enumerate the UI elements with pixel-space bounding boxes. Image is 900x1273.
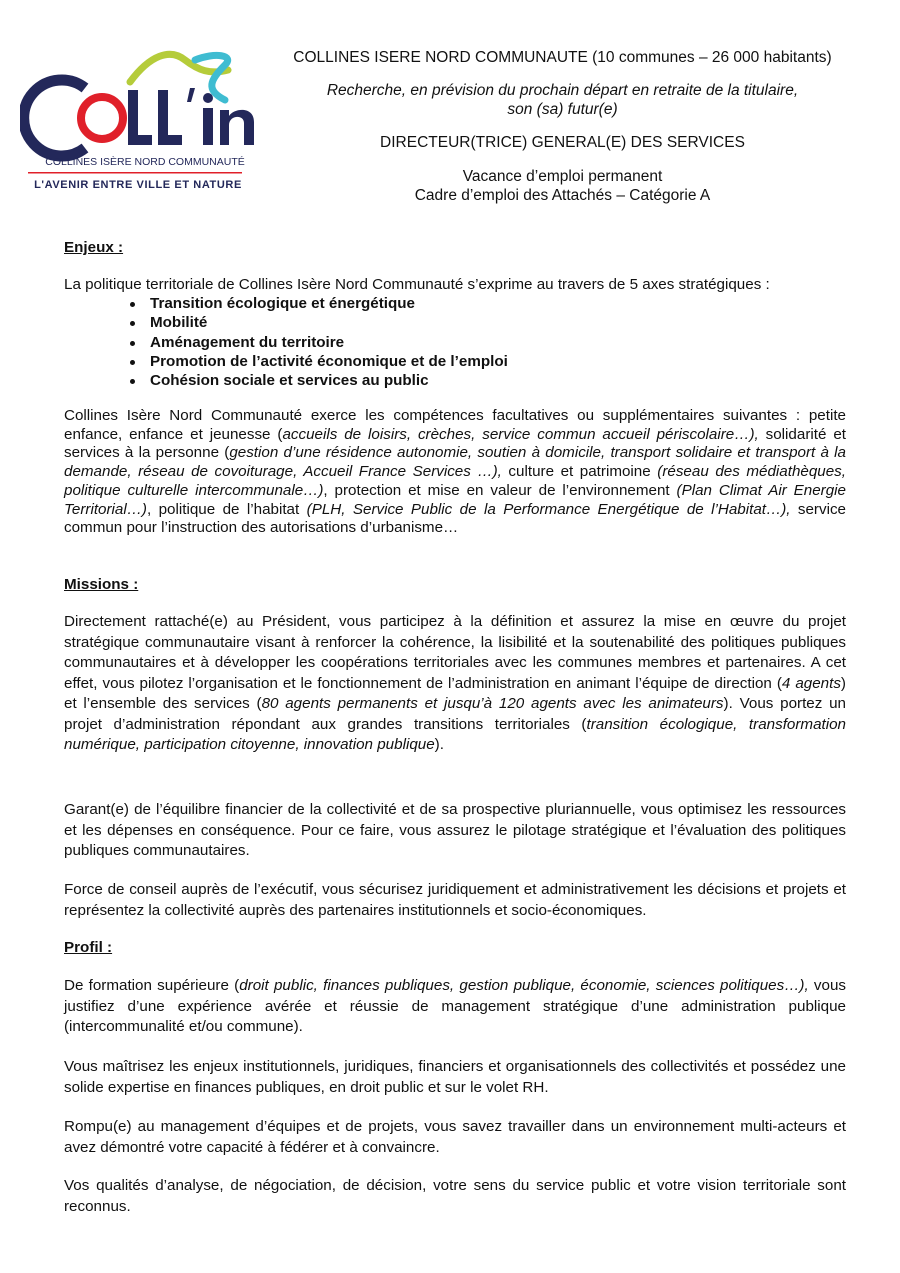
text: , protection et mise en valeur de l’environnement <box>323 481 677 499</box>
missions-paragraph <box>64 880 846 921</box>
text: vous justifiez d’une expérience avérée et réussie de management stratégique d’une administration publique (intercommunalité et/ou commune). <box>64 977 846 1035</box>
text: ) et l’ensemble des services ( <box>64 674 846 712</box>
text: Directement rattaché(e) au Président, vous participez à la définition et assurez la mise en œuvre du projet stratégique communautaire visant à renforcer la cohérence, la lisibilité et la soutenabilité des politiques publiques communautaires et à développer les coopérations territoriales avec les communes membres et partenaires. A cet effet, vous pilotez l’organisation et le fonctionnement de l’administration en animant l’équipe de direction ( <box>64 613 846 692</box>
competences-paragraph <box>64 407 846 538</box>
text: Vous maîtrisez les enjeux institutionnels, juridiques, financiers et organisationnels des collectivités et possédez une solide expertise en finances publiques, en droit public et sur le volet RH. <box>64 1058 846 1096</box>
text: service commun pour l’instruction des autorisations d’urbanisme… <box>64 500 846 537</box>
axis-item: Cohésion sociale et services au public <box>150 371 846 390</box>
text: , politique de l’habitat <box>146 500 307 518</box>
profil-paragraph <box>64 976 846 1038</box>
text: De formation supérieure ( <box>64 977 240 994</box>
italic-text: gestion d’une résidence autonomie, soutien à domicile, transport solidaire et transport à la demande, réseau de covoiturage, Accueil France Services …), <box>64 444 846 481</box>
text: ). Vous portez un projet d’administration répondant aux grandes transitions territoriales ( <box>64 695 846 733</box>
position-title: DIRECTEUR(TRICE) GENERAL(E) DES SERVICES <box>380 134 745 151</box>
org-title: COLLINES ISERE NORD COMMUNAUTE (10 communes – 26 000 habitants) <box>293 49 832 66</box>
collin-logo <box>20 30 270 200</box>
text: Rompu(e) au management d’équipes et de projets, vous savez travailler dans un environnement multi-acteurs et avez démontré votre capacité à fédérer et à convaincre. <box>64 1118 846 1156</box>
vacancy-type: Vacance d’emploi permanent <box>462 168 663 185</box>
text: solidarité et services à la personne ( <box>64 425 846 462</box>
section-heading-profil: Profil : <box>64 939 113 956</box>
enjeux-intro: La politique territoriale de Collines Isère Nord Communauté s’exprime au travers de 5 axes stratégiques : <box>64 276 770 293</box>
missions-paragraph <box>64 800 846 862</box>
italic-text: (Plan Climat Air Energie Territorial…) <box>64 481 846 518</box>
italic-text: droit public, finances publiques, gestion publique, économie, sciences politiques…), <box>239 977 809 994</box>
svg-text:L'AVENIR ENTRE VILLE ET NATURE: L'AVENIR ENTRE VILLE ET NATURE <box>34 179 242 191</box>
text: culture et patrimoine <box>501 463 658 481</box>
italic-text: transition écologique, transformation numérique, participation citoyenne, innovation publique <box>64 715 846 753</box>
missions-paragraph <box>64 612 846 756</box>
text: Garant(e) de l’équilibre financier de la collectivité et de sa prospective pluriannuelle, vous optimisez les ressources et les dépenses en conséquence. Pour ce faire, vous assurez le pilotage stratégique et l’évaluation des politiques publiques communautaires. <box>64 801 846 859</box>
section-heading-missions: Missions : <box>64 576 139 593</box>
italic-text: 4 agents <box>781 674 841 692</box>
intro-line-1: Recherche, en prévision du prochain départ en retraite de la titulaire, <box>326 82 799 99</box>
italic-text: (réseau des médiathèques, politique culturelle intercommunale…) <box>64 463 846 499</box>
profil-paragraph <box>64 1176 846 1217</box>
italic-text: accueils de loisirs, crèches, service commun accueil périscolaire…), <box>282 425 759 443</box>
profil-paragraph <box>64 1117 846 1158</box>
text: Collines Isère Nord Communauté exerce les compétences facultatives ou supplémentaires suivantes : petite enfance, enfance et jeunesse ( <box>64 407 846 443</box>
italic-text: (PLH, Service Public de la Performance Energétique de l’Habitat…), <box>306 500 791 518</box>
axis-item: Transition écologique et énergétique <box>150 294 846 313</box>
section-heading-enjeux: Enjeux : <box>64 239 124 256</box>
text: Force de conseil auprès de l’exécutif, vous sécurisez juridiquement et administrativement les décisions et projets et représentez la collectivité auprès des partenaires institutionnels et socio-économiques. <box>64 881 846 919</box>
axis-item: Aménagement du territoire <box>150 333 846 352</box>
grade: Cadre d’emploi des Attachés – Catégorie A <box>414 187 711 204</box>
italic-text: 80 agents permanents et jusqu’à 120 agents avec les animateurs <box>261 695 724 712</box>
axis-item: Promotion de l’activité économique et de l’emploi <box>150 352 846 371</box>
profil-paragraph <box>64 1057 846 1098</box>
axes-list <box>64 294 846 390</box>
axis-item: Mobilité <box>150 313 846 332</box>
text: Vos qualités d’analyse, de négociation, de décision, votre sens du service public et votre vision territoriale sont reconnus. <box>64 1177 846 1215</box>
text: ). <box>434 736 444 753</box>
svg-text:COLLINES ISÈRE NORD COMMUNAUTÉ: COLLINES ISÈRE NORD COMMUNAUTÉ <box>45 156 245 168</box>
intro-line-2: son (sa) futur(e) <box>507 101 618 118</box>
